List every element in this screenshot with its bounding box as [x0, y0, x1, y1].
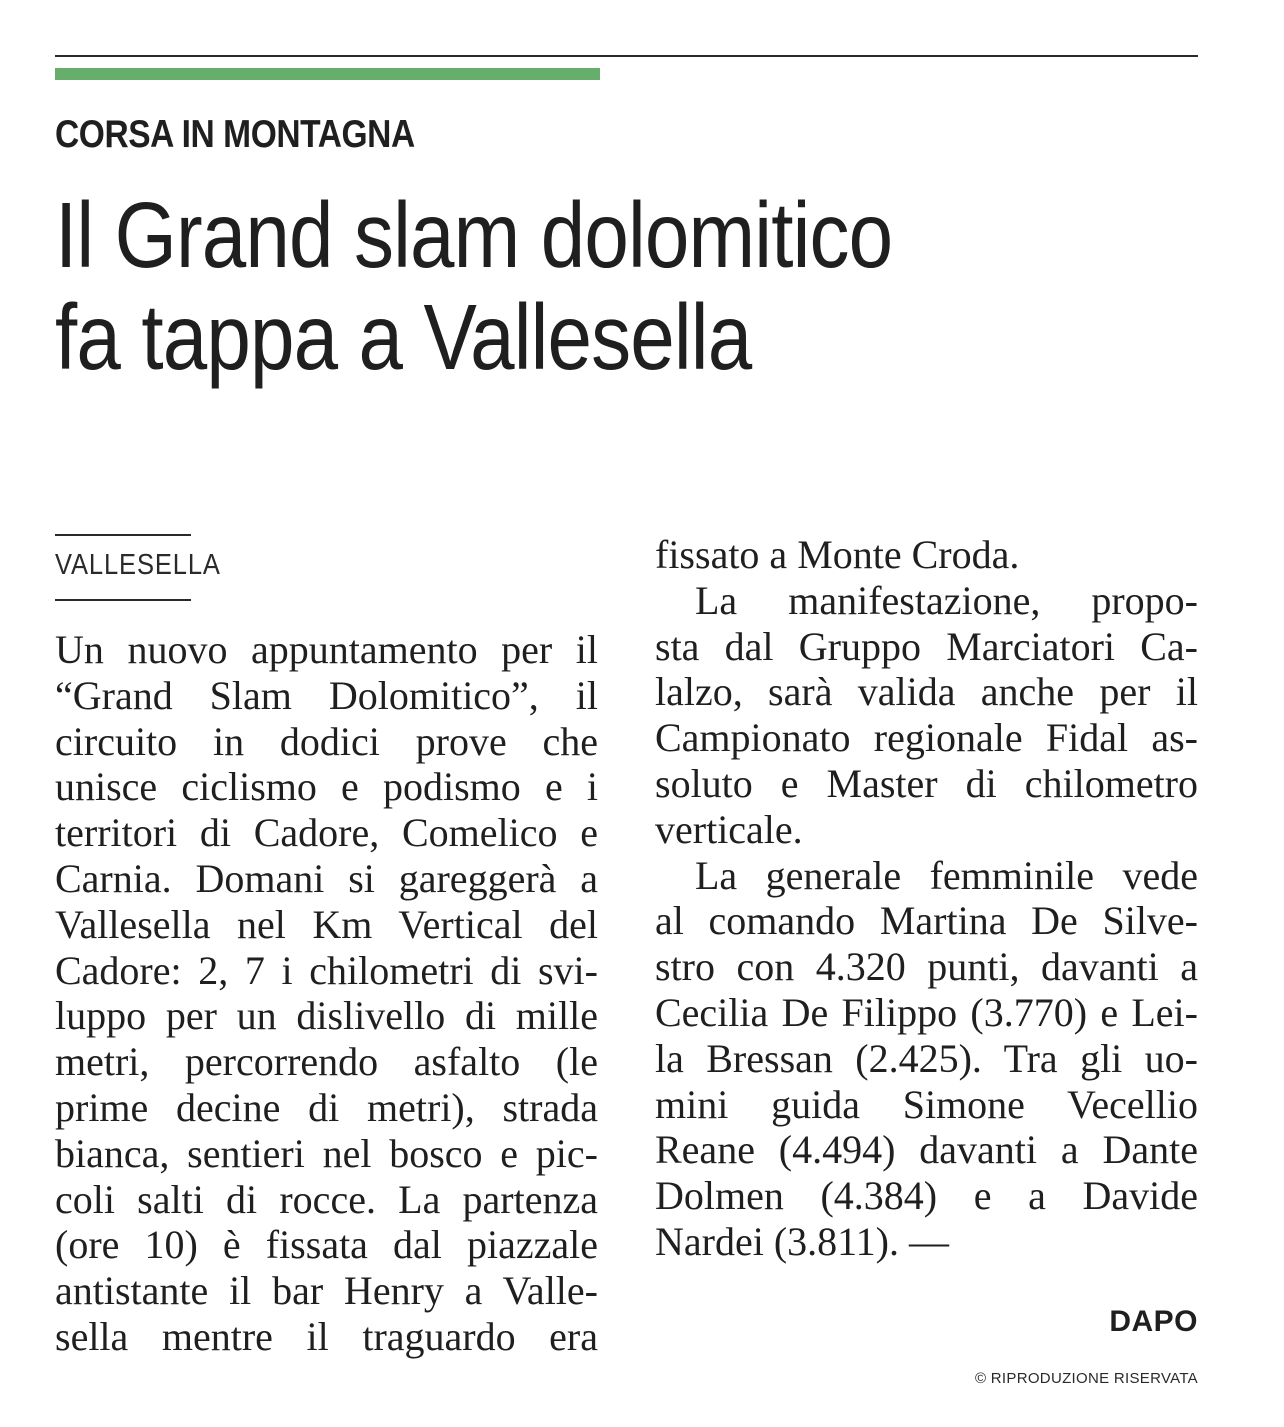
body-line: luppo per un dislivello di mille [55, 993, 598, 1039]
dateline-rule-top [55, 534, 191, 536]
body-line: metri, percorrendo asfalto (le [55, 1039, 598, 1085]
body-line: (ore 10) è fissata dal piazzale [55, 1222, 598, 1268]
body-line: verticale. [655, 806, 803, 852]
body-line: Carnia. Domani si gareggerà a [55, 855, 598, 901]
author-signature: DAPO [1109, 1305, 1198, 1338]
body-line: unisce ciclismo e podismo e i [55, 764, 598, 810]
article-column-left [55, 627, 598, 1360]
kicker: CORSA IN MONTAGNA [55, 113, 415, 156]
copyright-notice: © RIPRODUZIONE RISERVATA [974, 1370, 1198, 1387]
body-line: territori di Cadore, Comelico e [55, 810, 598, 856]
body-line: Reane (4.494) davanti a Dante [655, 1127, 1198, 1173]
headline-line: fa tappa a Vallesella [55, 285, 752, 389]
body-line: lalzo, sarà valida anche per il [655, 669, 1198, 715]
paragraph-start-line: La generale femminile vede [695, 852, 1198, 898]
headline-line: Il Grand slam dolomitico [55, 183, 893, 287]
article-column-right [655, 532, 1198, 1265]
body-line: prime decine di metri), strada [55, 1084, 598, 1130]
body-line: stro con 4.320 punti, davanti a [655, 944, 1198, 990]
body-line: Campionato regionale Fidal as- [655, 715, 1198, 761]
body-line: bianca, sentieri nel bosco e pic- [55, 1130, 598, 1176]
headline [55, 184, 1259, 388]
dateline: VALLESELLA [55, 549, 221, 581]
body-line: soluto e Master di chilometro [655, 760, 1198, 806]
dateline-rule-bottom [55, 599, 191, 601]
body-line: al comando Martina De Silve- [655, 898, 1198, 944]
paragraph-start-line: La manifestazione, propo- [695, 577, 1198, 623]
body-line: mini guida Simone Vecellio [655, 1081, 1198, 1127]
body-line: Cecilia De Filippo (3.770) e Lei- [655, 989, 1198, 1035]
body-line: Un nuovo appuntamento per il [55, 627, 598, 672]
section-accent-bar [55, 68, 600, 80]
body-line: Dolmen (4.384) e a Davide [655, 1173, 1198, 1219]
body-line: sella mentre il traguardo era [55, 1313, 598, 1359]
body-line: circuito in dodici prove che [55, 718, 598, 764]
body-line: coli salti di rocce. La partenza [55, 1176, 598, 1222]
body-line: la Bressan (2.425). Tra gli uo- [655, 1035, 1198, 1081]
top-rule [55, 55, 1198, 57]
body-line: sta dal Gruppo Marciatori Ca- [655, 623, 1198, 669]
body-line: Vallesella nel Km Vertical del [55, 901, 598, 947]
body-line: Cadore: 2, 7 i chilometri di svi- [55, 947, 598, 993]
body-line: “Grand Slam Dolomitico”, il [55, 672, 598, 718]
body-line: fissato a Monte Croda. [655, 532, 1020, 577]
body-line: antistante il bar Henry a Valle- [55, 1268, 598, 1314]
body-line: Nardei (3.811). — [655, 1218, 949, 1264]
